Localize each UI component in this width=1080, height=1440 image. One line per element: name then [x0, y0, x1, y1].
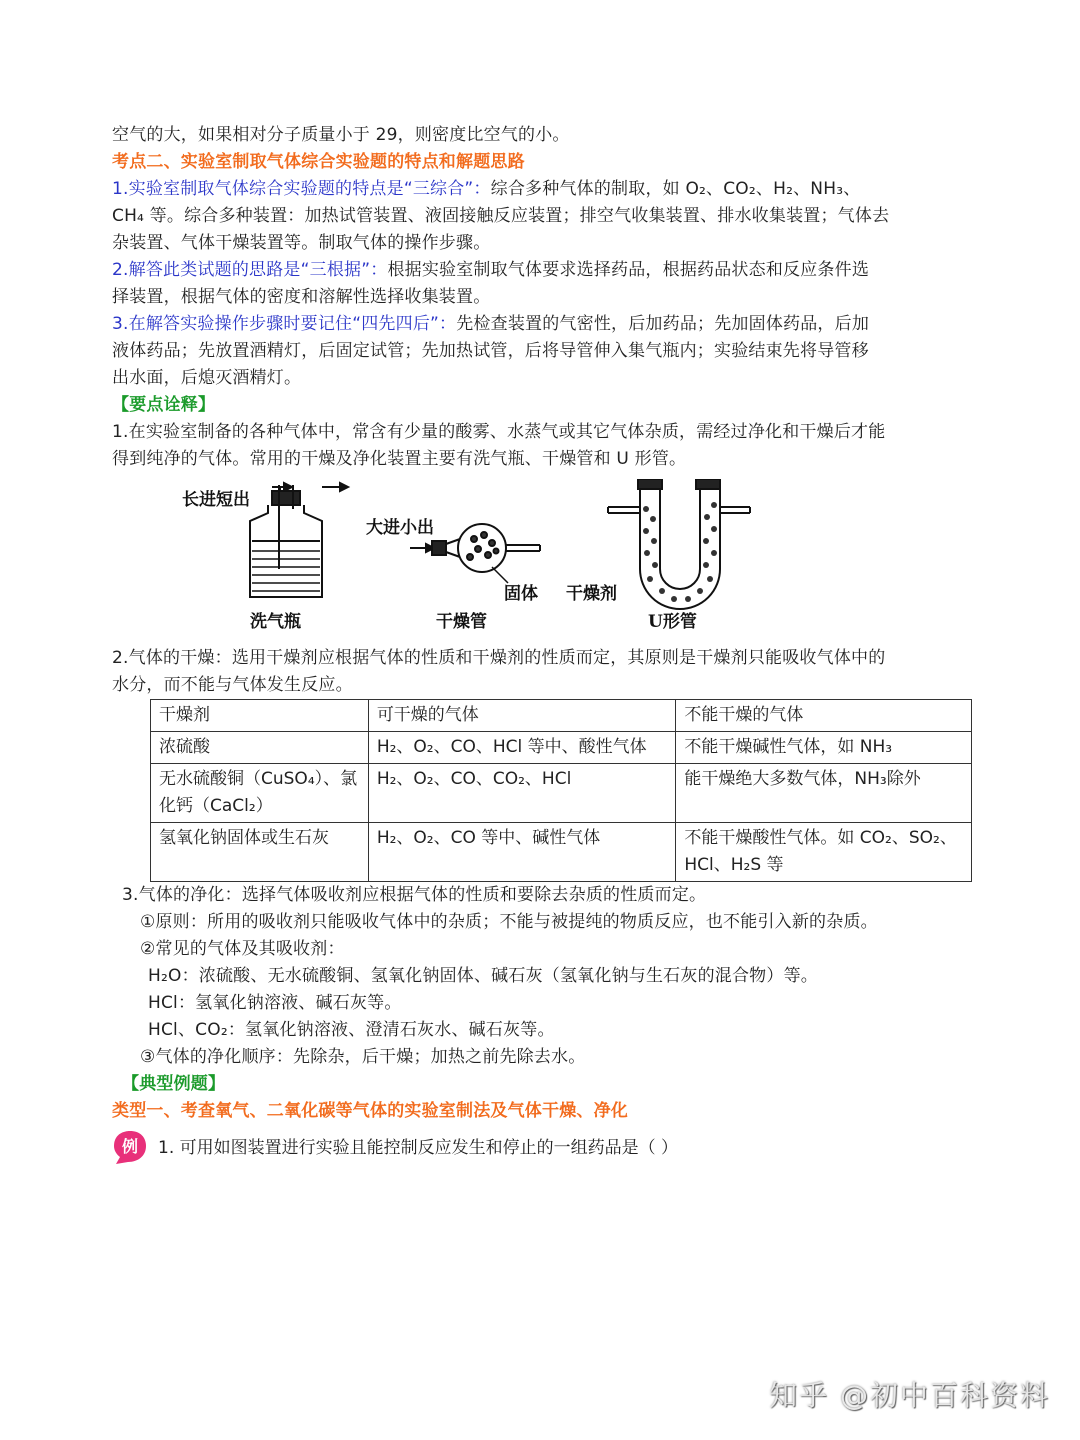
table-cell: H₂、O₂、CO 等中、碱性气体 — [368, 823, 676, 882]
example-badge-icon — [112, 1129, 148, 1165]
p1-head: 1.实验室制取气体综合实验题的特点是“三综合”： — [112, 179, 491, 199]
table-cell: H₂、O₂、CO、HCl 等中、酸性气体 — [368, 732, 676, 764]
table-row — [151, 823, 972, 882]
drying-apparatus-figure — [112, 479, 972, 639]
kp2-line2: 水分，而不能与气体发生反应。 — [112, 675, 353, 695]
p3-head: 3.在解答实验操作步骤时要记住“四先四后”： — [112, 314, 457, 334]
tube-note-label: 大进小出 — [366, 518, 434, 538]
kp2-line1: 2.气体的干燥：选用干燥剂应根据气体的性质和干燥剂的性质而定，其原则是干燥剂只能吸收气体中的 — [112, 648, 886, 668]
table-cell: 不能干燥碱性气体，如 NH₃ — [676, 732, 972, 764]
p3-line1-rest: 先检查装置的气密性，后加药品；先加固体药品，后加 — [456, 314, 870, 334]
key-points-title: 【要点诠释】 — [112, 395, 216, 415]
example-badge-text: 例 — [121, 1137, 139, 1156]
kp3-h2o: H₂O：浓硫酸、无水硫酸铜、氢氧化钠固体、碱石灰（氢氧化钠与生石灰的混合物）等。 — [148, 966, 818, 986]
section2-title: 考点二、实验室制取气体综合实验题的特点和解题思路 — [112, 152, 525, 172]
solid-label: 固体 — [504, 584, 538, 604]
u-tube — [608, 479, 750, 609]
table-header-row — [151, 700, 972, 732]
table-cell: 氢氧化钠固体或生石灰 — [151, 823, 369, 882]
p2-head: 2.解答此类试题的思路是“三根据”： — [112, 260, 388, 280]
p2-line1-rest: 根据实验室制取气体要求选择药品，根据药品状态和反应条件选 — [387, 260, 870, 280]
table-row — [151, 732, 972, 764]
table-header-cell: 干燥剂 — [151, 700, 369, 732]
table-cell: 不能干燥酸性气体。如 CO₂、SO₂、HCl、H₂S 等 — [676, 823, 972, 882]
examples-title: 【典型例题】 — [122, 1074, 226, 1094]
bottle-name-label: 洗气瓶 — [250, 612, 301, 632]
example-1 — [112, 1125, 972, 1165]
kp3-principle: ①原则：所用的吸收剂只能吸收气体中的杂质；不能与被提纯的物质反应，也不能引入新的杂质。 — [140, 912, 878, 932]
kp3-order: ③气体的净化顺序：先除杂，后干燥；加热之前先除去水。 — [140, 1047, 586, 1067]
p1-line1 — [112, 176, 972, 203]
table-cell: 浓硫酸 — [151, 732, 369, 764]
kp3-hcl-co2: HCl、CO₂：氢氧化钠溶液、澄清石灰水、碱石灰等。 — [148, 1020, 555, 1040]
p3-line1 — [112, 311, 972, 338]
gas-washing-bottle — [250, 483, 348, 597]
kp1-line1: 1.在实验室制备的各种气体中，常含有少量的酸雾、水蒸气或其它气体杂质，需经过净化和干燥后才能 — [112, 422, 886, 442]
p2-line2: 择装置，根据气体的密度和溶解性选择收集装置。 — [112, 287, 491, 307]
desiccant-label: 干燥剂 — [566, 584, 617, 604]
example-1-question: 1. 可用如图装置进行实验且能控制反应发生和停止的一组药品是（ ） — [158, 1138, 679, 1158]
bottle-note-label: 长进短出 — [182, 490, 250, 510]
tube-name-label: 干燥管 — [436, 612, 487, 632]
kp1-line2: 得到纯净的气体。常用的干燥及净化装置主要有洗气瓶、干燥管和 U 形管。 — [112, 449, 687, 469]
p1-line1-rest: 综合多种气体的制取，如 O₂、CO₂、H₂、NH₃、 — [490, 179, 861, 199]
p1-line2: CH₄ 等。综合多种装置：加热试管装置、液固接触反应装置；排空气收集装置、排水收集装置；气体去 — [112, 206, 890, 226]
desiccant-table — [150, 699, 972, 882]
intro-line: 空气的大，如果相对分子质量小于 29，则密度比空气的小。 — [112, 125, 570, 145]
table-cell: H₂、O₂、CO、CO₂、HCl — [368, 764, 676, 823]
kp3-title: 3.气体的净化：选择气体吸收剂应根据气体的性质和要除去杂质的性质而定。 — [122, 885, 707, 905]
p2-line1 — [112, 257, 972, 284]
watermark: 知乎 @初中百科资料 — [769, 1379, 1050, 1412]
table-header-cell: 可干燥的气体 — [368, 700, 676, 732]
document-page — [112, 122, 972, 1165]
table-header-cell: 不能干燥的气体 — [676, 700, 972, 732]
u-tube-name-label: U形管 — [648, 612, 697, 632]
table-row — [151, 764, 972, 823]
p3-line3: 出水面，后熄灭酒精灯。 — [112, 368, 302, 388]
type1-title: 类型一、考查氧气、二氧化碳等气体的实验室制法及气体干燥、净化 — [112, 1101, 628, 1121]
p3-line2: 液体药品；先放置酒精灯，后固定试管；先加热试管，后将导管伸入集气瓶内；实验结束先将导管移 — [112, 341, 869, 361]
p1-line3: 杂装置、气体干燥装置等。制取气体的操作步骤。 — [112, 233, 491, 253]
kp3-hcl: HCl：氢氧化钠溶液、碱石灰等。 — [148, 993, 402, 1013]
table-cell: 无水硫酸铜（CuSO₄）、氯化钙（CaCl₂） — [151, 764, 369, 823]
table-cell: 能干燥绝大多数气体，NH₃除外 — [676, 764, 972, 823]
kp3-common-title: ②常见的气体及其吸收剂： — [140, 939, 345, 959]
